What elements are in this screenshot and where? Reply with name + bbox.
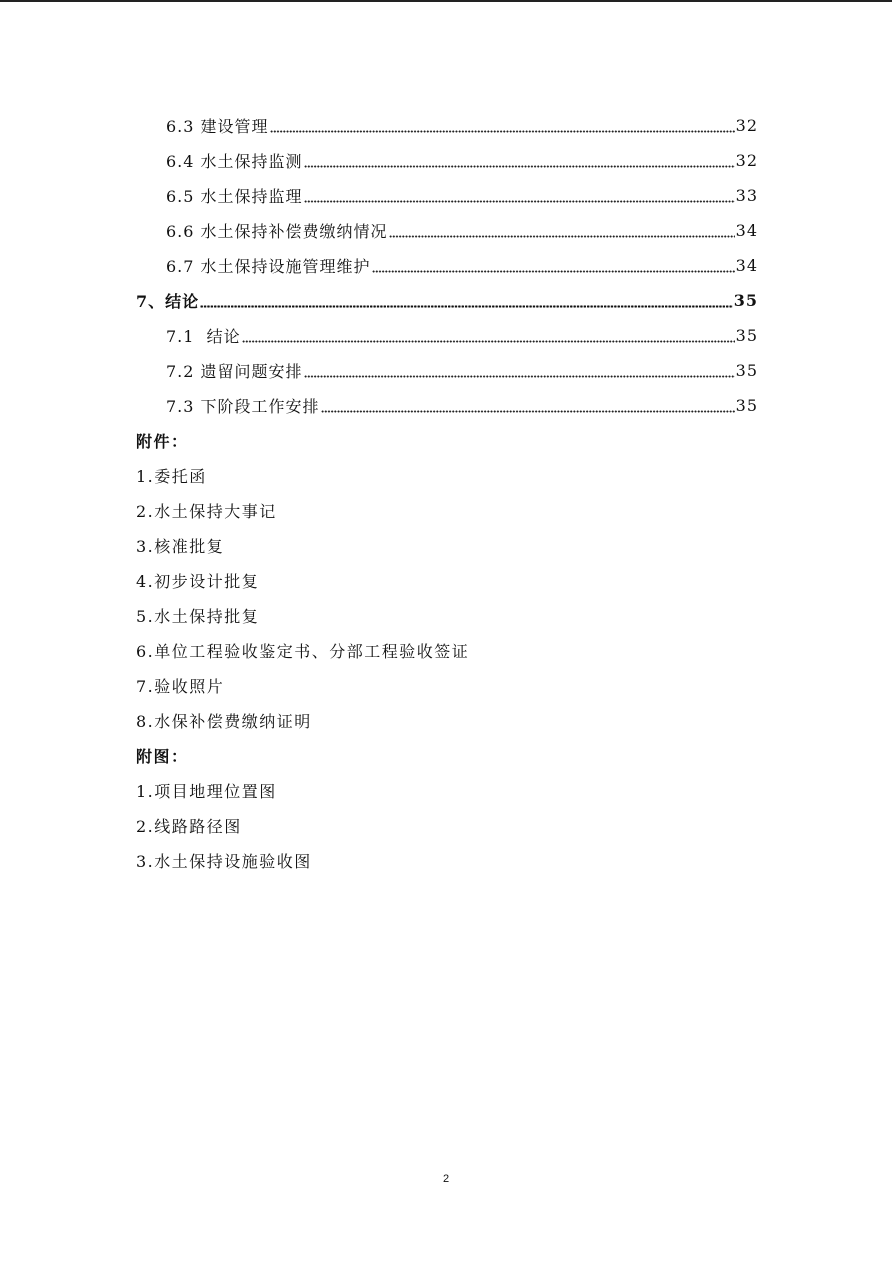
figure-item: 2.线路路径图 <box>136 817 242 836</box>
toc-entry-page: 34 <box>735 221 758 240</box>
toc-entry-page: 32 <box>735 116 758 135</box>
toc-dot-leader <box>200 293 733 309</box>
toc-entry-page: 35 <box>735 396 758 415</box>
toc-entry-7-2[interactable] <box>166 353 758 388</box>
toc-entry-7-3[interactable] <box>166 388 758 423</box>
toc-dot-leader <box>372 258 735 274</box>
attachment-item: 8.水保补偿费缴纳证明 <box>136 712 312 731</box>
toc-dot-leader <box>270 118 735 134</box>
toc-entry-6-6[interactable] <box>166 213 758 248</box>
toc-entry-6-4[interactable] <box>166 143 758 178</box>
toc-entry-page: 35 <box>735 326 758 345</box>
attachment-item: 2.水土保持大事记 <box>136 502 277 521</box>
toc-entry-page: 35 <box>735 361 758 380</box>
toc-dot-leader <box>389 223 735 239</box>
toc-entry-page: 33 <box>735 186 758 205</box>
toc-entry-page: 35 <box>733 291 758 310</box>
toc-entry-title: 7、结论 <box>136 292 200 311</box>
attachment-item: 7.验收照片 <box>136 677 225 696</box>
toc-entry-title: 6.6 水土保持补偿费缴纳情况 <box>166 222 388 241</box>
toc-dot-leader <box>304 363 735 379</box>
page-top-border <box>0 0 892 2</box>
table-of-contents <box>0 108 892 423</box>
toc-entry-page: 32 <box>735 151 758 170</box>
toc-entry-title: 6.5 水土保持监理 <box>166 187 303 206</box>
attachment-item: 3.核准批复 <box>136 537 225 556</box>
appendix-lists <box>136 423 736 878</box>
figure-item: 1.项目地理位置图 <box>136 782 277 801</box>
toc-entry-7[interactable] <box>136 283 758 318</box>
toc-dot-leader <box>304 153 735 169</box>
toc-entry-title: 7.1 结论 <box>166 327 241 346</box>
figures-heading: 附图： <box>136 747 189 766</box>
toc-entry-title: 7.3 下阶段工作安排 <box>166 397 320 416</box>
toc-entry-title: 6.7 水土保持设施管理维护 <box>166 257 371 276</box>
toc-entry-7-1[interactable] <box>166 318 758 353</box>
attachment-item: 1.委托函 <box>136 467 207 486</box>
attachments-heading: 附件： <box>136 432 189 451</box>
toc-entry-page: 34 <box>735 256 758 275</box>
toc-dot-leader <box>304 188 735 204</box>
figure-item: 3.水土保持设施验收图 <box>136 852 312 871</box>
attachment-item: 4.初步设计批复 <box>136 572 260 591</box>
toc-entry-6-7[interactable] <box>166 248 758 283</box>
attachment-item: 5.水土保持批复 <box>136 607 260 626</box>
toc-entry-6-3[interactable] <box>166 108 758 143</box>
toc-dot-leader <box>242 328 735 344</box>
toc-entry-6-5[interactable] <box>166 178 758 213</box>
toc-entry-title: 6.4 水土保持监测 <box>166 152 303 171</box>
page-number: 2 <box>442 1173 450 1185</box>
toc-entry-title: 6.3 建设管理 <box>166 117 269 136</box>
toc-entry-title: 7.2 遗留问题安排 <box>166 362 303 381</box>
attachment-item: 6.单位工程验收鉴定书、分部工程验收签证 <box>136 642 470 661</box>
toc-dot-leader <box>321 398 735 414</box>
